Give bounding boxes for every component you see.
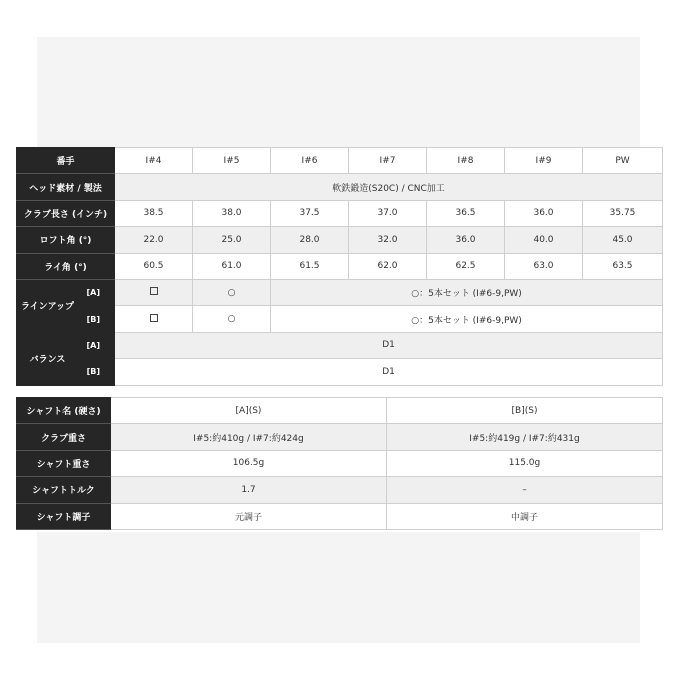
torque-b: –: [387, 477, 663, 503]
lineup-i4-a: [115, 279, 193, 305]
club-length-cell: 36.5: [427, 200, 505, 226]
club-length-cell: 35.75: [583, 200, 663, 226]
head-material-label: ヘッド素材 / 製法: [17, 174, 115, 200]
lie-cell: 62.0: [349, 253, 427, 279]
shaft-table: [16, 397, 663, 530]
number-cell: PW: [583, 148, 663, 174]
shaft-name-b: [B](S): [387, 398, 663, 424]
lineup-i4-b: [115, 306, 193, 332]
number-row: [17, 148, 663, 174]
balance-row-a: [17, 332, 663, 358]
torque-label: シャフトトルク: [17, 477, 111, 503]
head-material-value: 軟鉄鍛造(S20C) / CNC加工: [115, 174, 663, 200]
kick-a: 元調子: [111, 503, 387, 529]
club-weight-label: クラブ重さ: [17, 424, 111, 450]
loft-cell: 45.0: [583, 227, 663, 253]
lineup-row-b: [17, 306, 663, 332]
loft-cell: 25.0: [193, 227, 271, 253]
shaft-weight-b: 115.0g: [387, 450, 663, 476]
balance-sub-a: [A]: [79, 332, 115, 358]
balance-label: バランス: [17, 332, 79, 385]
shaft-name-a: [A](S): [111, 398, 387, 424]
number-cell: I#7: [349, 148, 427, 174]
lineup-i5-a: ○: [193, 279, 271, 305]
torque-row: [17, 477, 663, 503]
head-material-row: [17, 174, 663, 200]
club-length-label: クラブ長さ (インチ): [17, 200, 115, 226]
club-length-cell: 37.0: [349, 200, 427, 226]
shaft-weight-a: 106.5g: [111, 450, 387, 476]
loft-cell: 28.0: [271, 227, 349, 253]
number-cell: I#8: [427, 148, 505, 174]
club-length-cell: 38.0: [193, 200, 271, 226]
torque-a: 1.7: [111, 477, 387, 503]
club-length-row: [17, 200, 663, 226]
club-length-cell: 36.0: [505, 200, 583, 226]
loft-label: ロフト角 (°): [17, 227, 115, 253]
shaft-name-row: [17, 398, 663, 424]
club-weight-a: I#5:約410g / I#7:約424g: [111, 424, 387, 450]
lie-cell: 61.0: [193, 253, 271, 279]
loft-cell: 36.0: [427, 227, 505, 253]
kick-row: [17, 503, 663, 529]
square-icon: [150, 287, 158, 295]
square-icon: [150, 314, 158, 322]
lineup-i5-b: ○: [193, 306, 271, 332]
loft-cell: 32.0: [349, 227, 427, 253]
lie-cell: 63.5: [583, 253, 663, 279]
number-cell: I#9: [505, 148, 583, 174]
shaft-weight-row: [17, 450, 663, 476]
lineup-sub-a: [A]: [79, 279, 115, 305]
lineup-rest-a: ○：5本セット (I#6-9,PW): [271, 279, 663, 305]
lie-cell: 60.5: [115, 253, 193, 279]
balance-value-a: D1: [115, 332, 663, 358]
lineup-label: ラインアップ: [17, 279, 79, 332]
kick-b: 中調子: [387, 503, 663, 529]
lie-cell: 63.0: [505, 253, 583, 279]
shaft-weight-label: シャフト重さ: [17, 450, 111, 476]
number-label: 番手: [17, 148, 115, 174]
lineup-sub-b: [B]: [79, 306, 115, 332]
shaft-name-label: シャフト名 (硬さ): [17, 398, 111, 424]
number-cell: I#6: [271, 148, 349, 174]
lie-label: ライ角 (°): [17, 253, 115, 279]
lie-row: [17, 253, 663, 279]
balance-sub-b: [B]: [79, 359, 115, 385]
balance-value-b: D1: [115, 359, 663, 385]
lie-cell: 62.5: [427, 253, 505, 279]
club-length-cell: 37.5: [271, 200, 349, 226]
loft-cell: 22.0: [115, 227, 193, 253]
club-weight-row: [17, 424, 663, 450]
loft-cell: 40.0: [505, 227, 583, 253]
balance-row-b: [17, 359, 663, 385]
loft-row: [17, 227, 663, 253]
kick-label: シャフト調子: [17, 503, 111, 529]
number-cell: I#4: [115, 148, 193, 174]
club-length-cell: 38.5: [115, 200, 193, 226]
spec-table: [16, 147, 663, 386]
lineup-row-a: [17, 279, 663, 305]
lineup-rest-b: ○：5本セット (I#6-9,PW): [271, 306, 663, 332]
number-cell: I#5: [193, 148, 271, 174]
club-weight-b: I#5:約419g / I#7:約431g: [387, 424, 663, 450]
lie-cell: 61.5: [271, 253, 349, 279]
